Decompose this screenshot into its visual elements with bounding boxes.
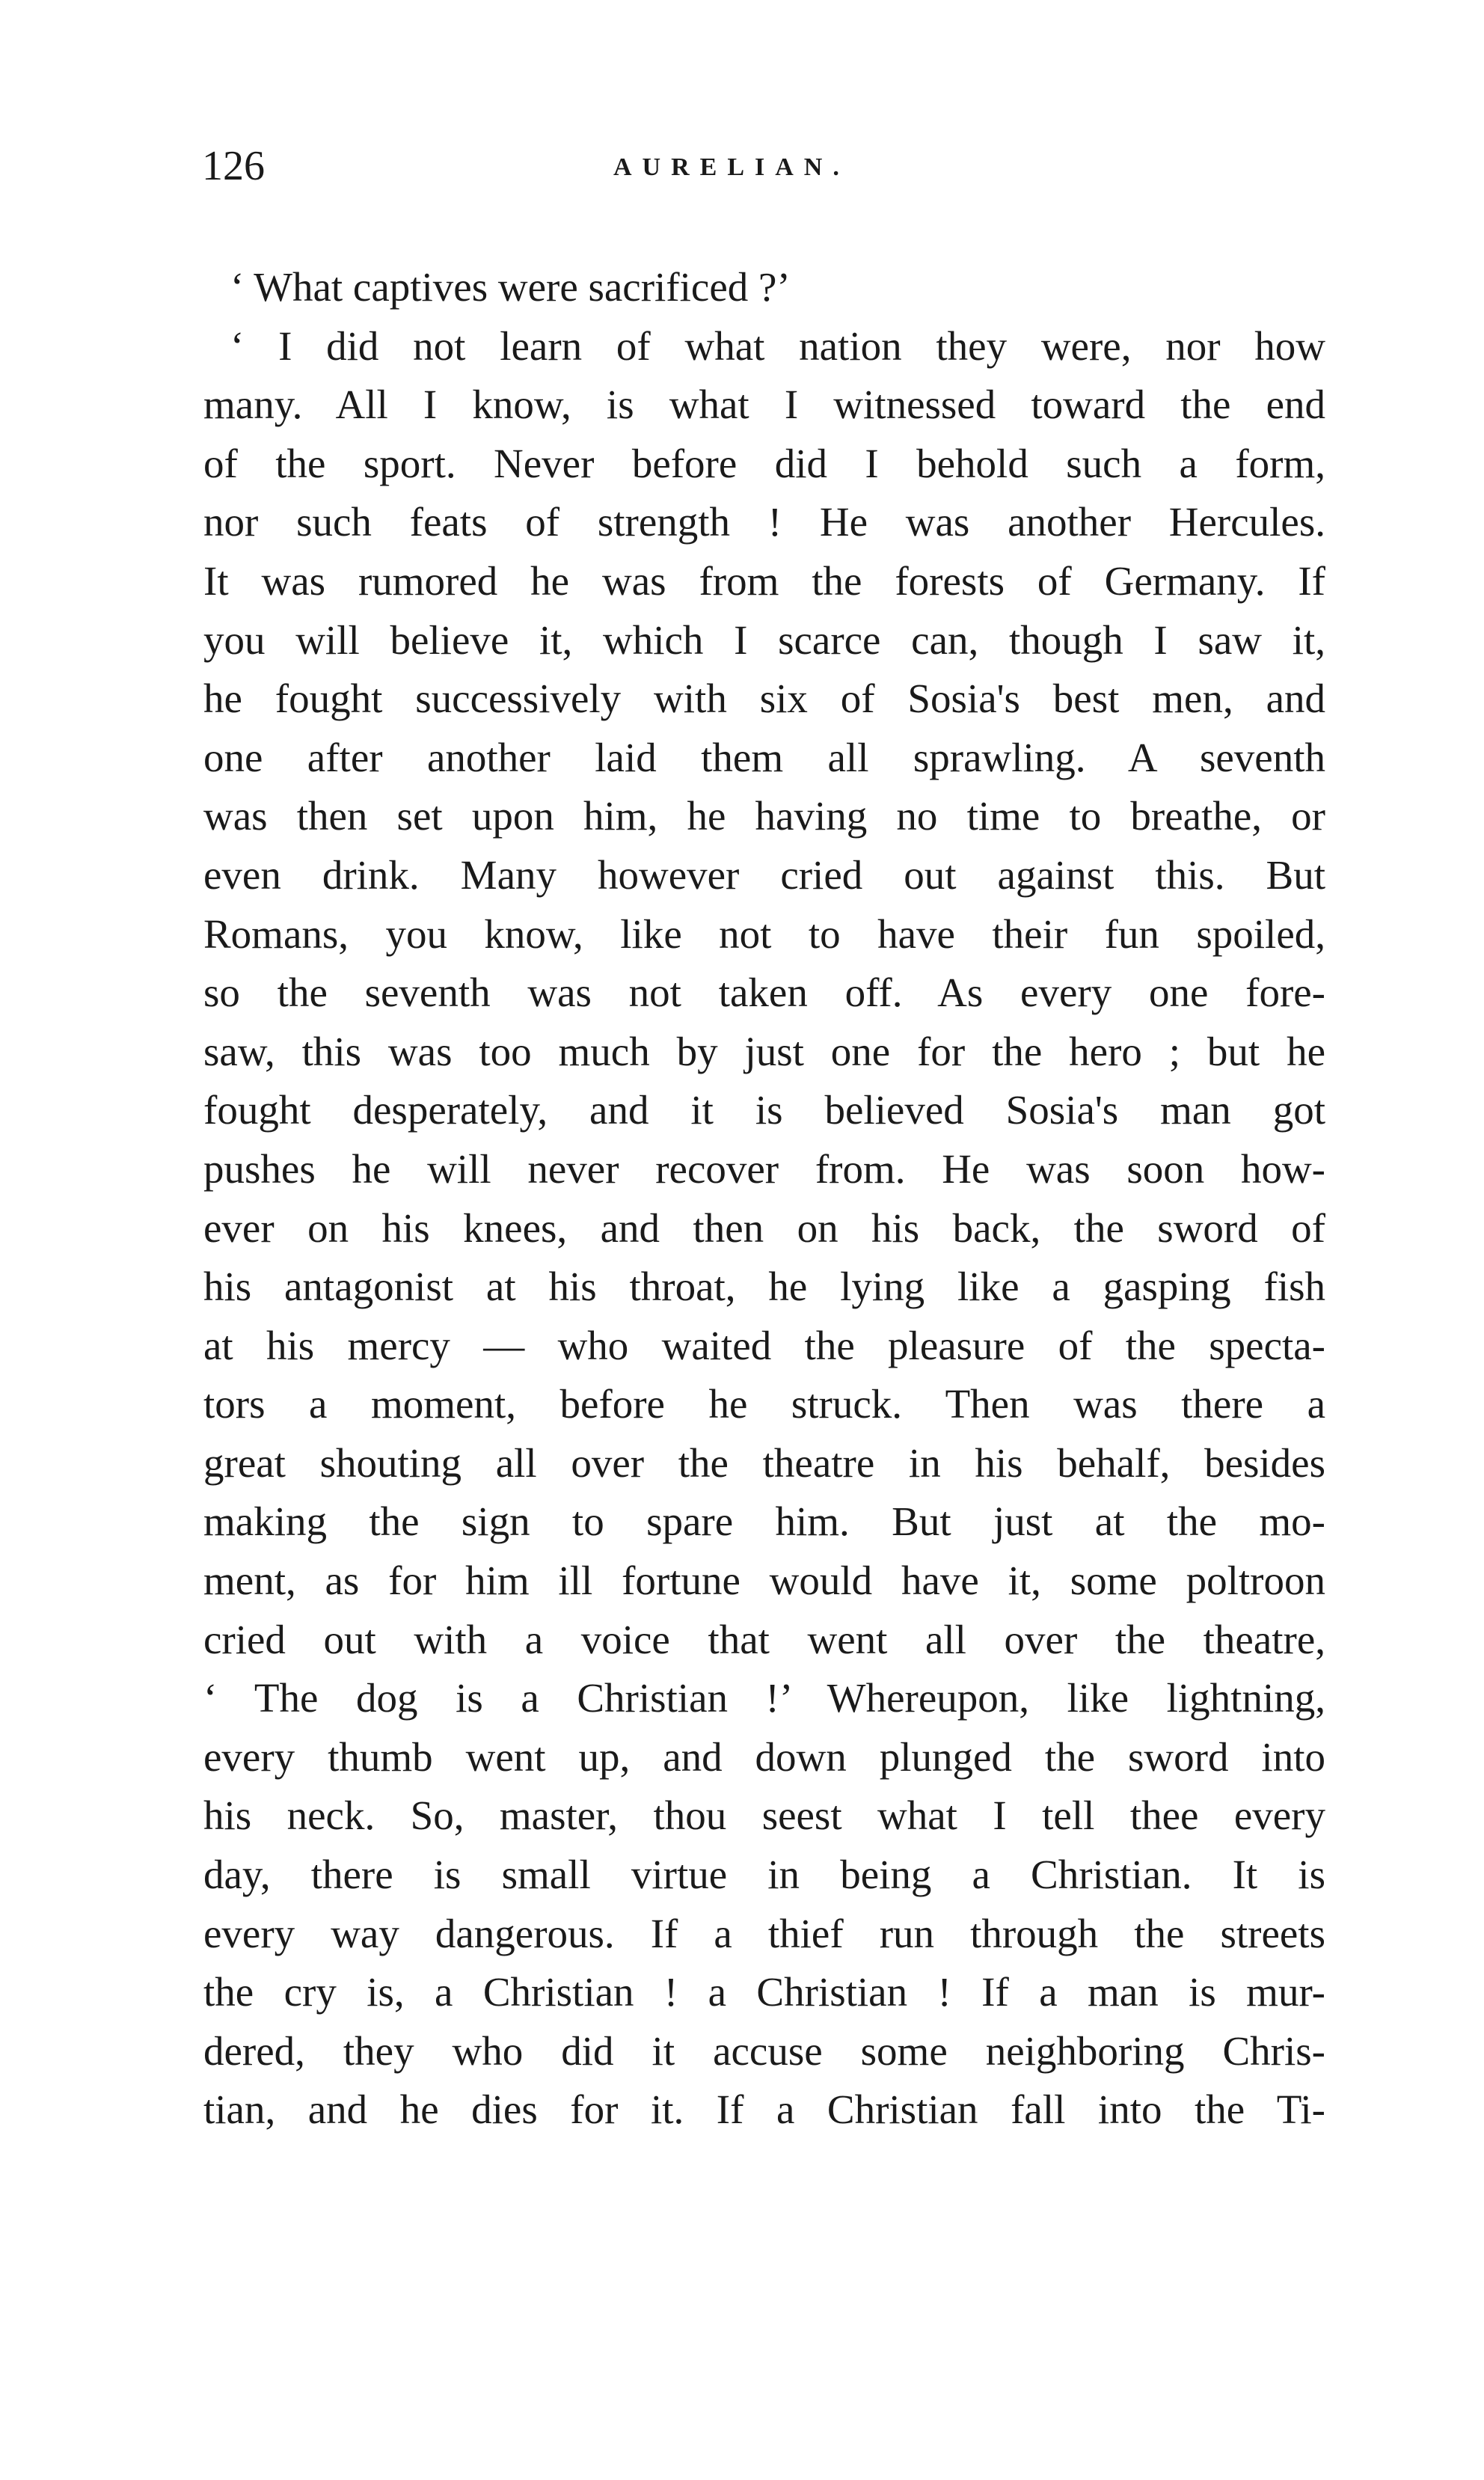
text-line: the cry is, a Christian ! a Christian ! If a man is mur- [203, 1969, 1325, 2015]
text-line: ment, as for him ill fortune would have it, some poltroon [203, 1558, 1325, 1604]
text-line: of the sport. Never before did I behold such a form, [203, 440, 1325, 486]
text-line: dered, they who did it accuse some neighboring Chris- [203, 2027, 1325, 2074]
text-line: ‘ I did not learn of what nation they were, nor how [230, 322, 1325, 369]
text-line: saw, this was too much by just one for the hero ; but he [203, 1028, 1325, 1074]
text-line: tian, and he dies for it. If a Christian fall into the Ti- [203, 2086, 1325, 2133]
text-line: every way dangerous. If a thief run through the streets [203, 1910, 1325, 1956]
text-line: so the seventh was not taken off. As every one fore- [203, 970, 1325, 1016]
text-line: cried out with a voice that went all over the theatre, [203, 1616, 1325, 1662]
text-line: one after another laid them all sprawling. A seventh [203, 734, 1325, 780]
text-line: fought desperately, and it is believed Sosia's man got [203, 1087, 1325, 1133]
text-line: day, there is small virtue in being a Christian. It is [203, 1852, 1325, 1898]
text-line: pushes he will never recover from. He was soon how- [203, 1145, 1325, 1192]
text-line: making the sign to spare him. But just at the mo- [203, 1498, 1325, 1545]
text-line: ‘ The dog is a Christian !’ Whereupon, like lightning, [203, 1675, 1325, 1721]
text-line: ever on his knees, and then on his back, the sword of [203, 1204, 1325, 1251]
text-line: nor such feats of strength ! He was another Hercules. [203, 499, 1325, 545]
running-title: AURELIAN. [613, 153, 850, 181]
text-line: many. All I know, is what I witnessed toward the end [203, 382, 1325, 428]
page-body-text [203, 258, 1325, 2140]
text-line: his neck. So, master, thou seest what I tell thee every [203, 1792, 1325, 1839]
text-line: his antagonist at his throat, he lying like a gasping fish [203, 1264, 1325, 1310]
text-line: you will believe it, which I scarce can, though I saw it, [203, 616, 1325, 663]
text-line: tors a moment, before he struck. Then was there a [203, 1381, 1325, 1427]
text-line: even drink. Many however cried out against this. But [203, 851, 1325, 898]
text-line: he fought successively with six of Sosia's best men, and [203, 676, 1325, 722]
text-line: every thumb went up, and down plunged the sword into [203, 1733, 1325, 1780]
text-line: It was rumored he was from the forests of Germany. If [203, 557, 1325, 604]
page-number: 126 [202, 143, 265, 189]
text-line: Romans, you know, like not to have their fun spoiled, [203, 910, 1325, 957]
text-line: was then set upon him, he having no time to breathe, or [203, 793, 1325, 839]
text-line: at his mercy — who waited the pleasure of the specta- [203, 1322, 1325, 1368]
text-line: great shouting all over the theatre in his behalf, besides [203, 1439, 1325, 1486]
text-line: ‘ What captives were sacrificed ?’ [230, 264, 791, 310]
